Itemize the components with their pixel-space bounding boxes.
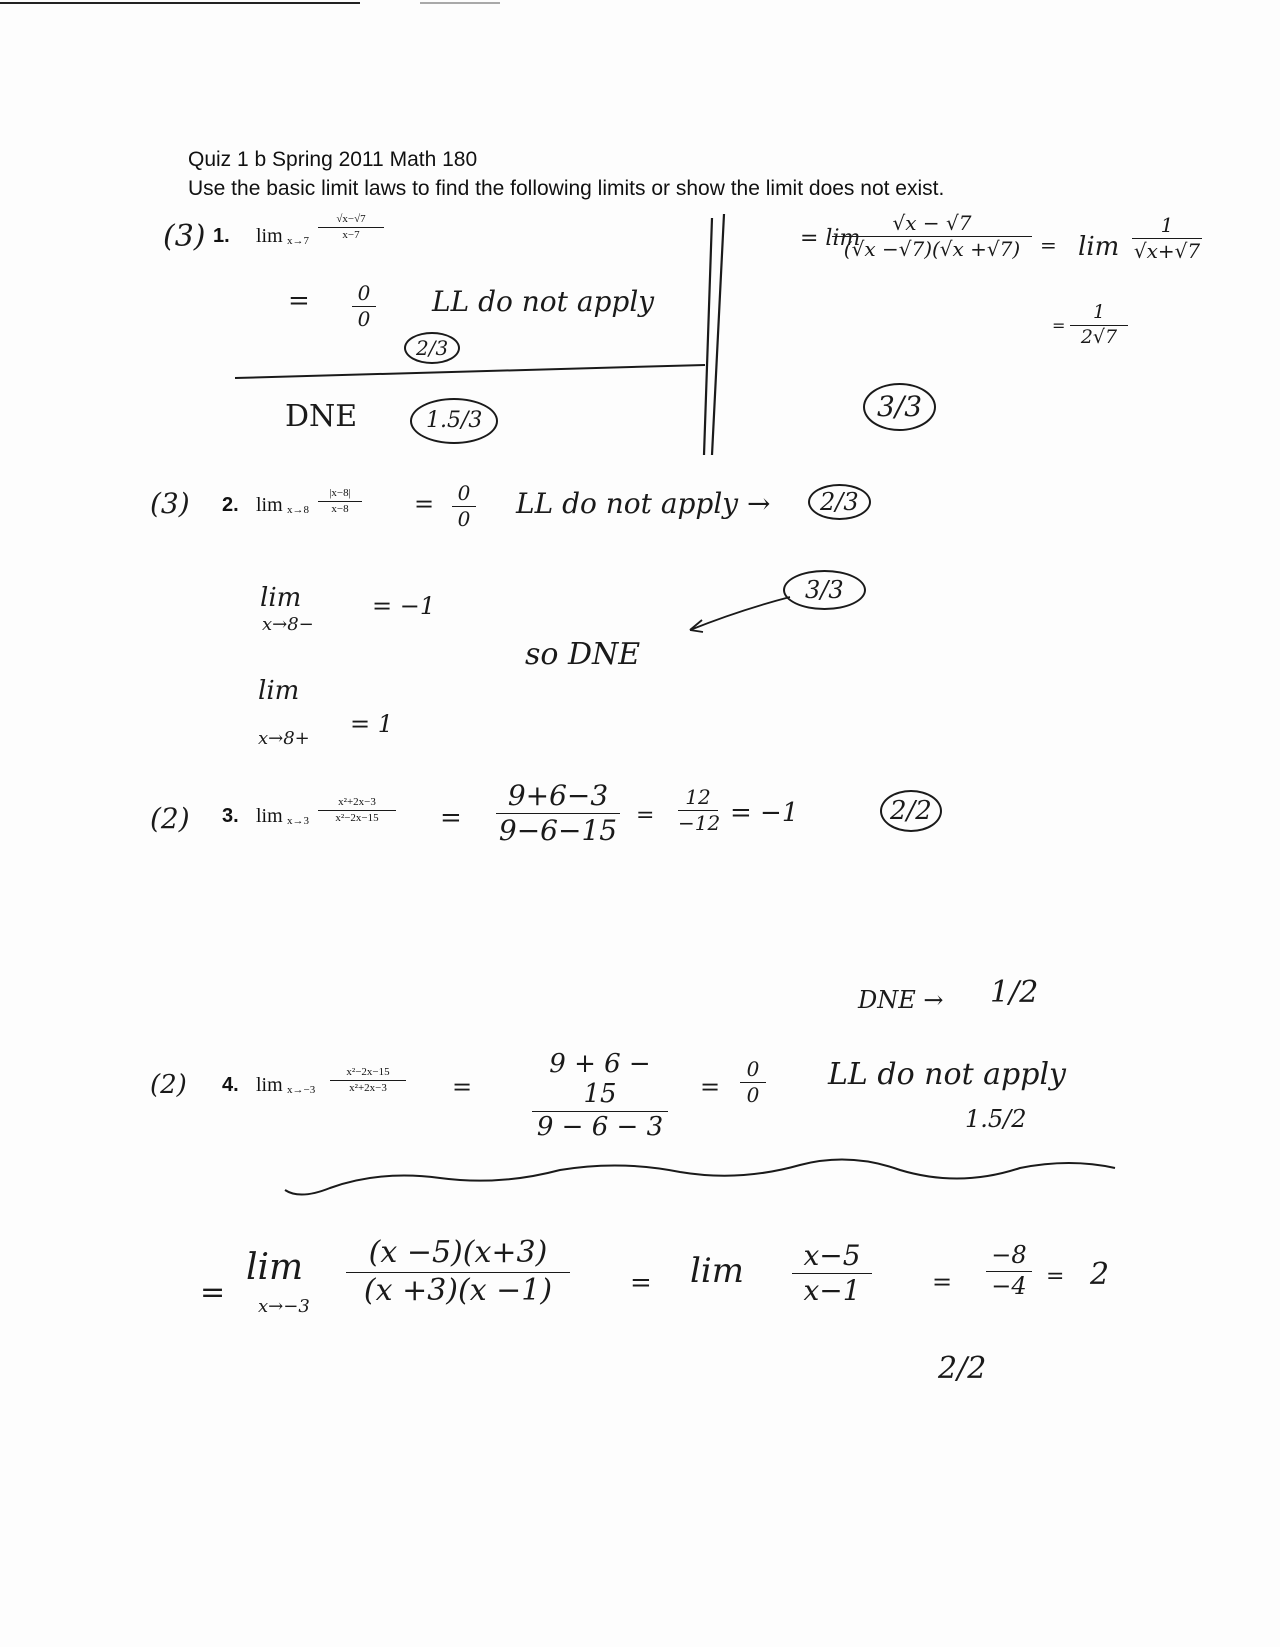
q2-zero-num: 0 — [457, 481, 471, 505]
q4-val-den: −4 — [991, 1271, 1027, 1300]
q2-score-circle-2: 3/3 — [783, 570, 866, 610]
q4-work-num: 9 + 6 − 15 — [549, 1049, 651, 1109]
q2-score-circle-1: 2/3 — [808, 484, 871, 520]
q4-val-num: −8 — [991, 1241, 1027, 1269]
q4-val-fraction — [986, 1242, 1032, 1300]
q2-so-dne: so DNE — [525, 637, 641, 672]
q1-dne: DNE — [285, 399, 358, 434]
q4-work-den: 9 − 6 − 3 — [536, 1111, 664, 1142]
q1-zero-over-zero — [352, 282, 376, 331]
q4-dne-note: DNE → — [858, 986, 944, 1014]
q1-lim-sub: x→7 — [287, 235, 309, 247]
q4-factor-fraction — [346, 1236, 570, 1308]
q4-lim-sub: x→−3 — [287, 1084, 316, 1096]
q1-work-lim2: lim — [1078, 232, 1120, 262]
quiz-title: Quiz 1 b Spring 2011 Math 180 — [188, 148, 478, 171]
q1-eq: = — [288, 286, 310, 316]
q1-fraction — [318, 213, 384, 241]
q3-work-num: 9+6−3 — [507, 779, 609, 812]
q2-frac-bar — [318, 501, 362, 502]
q4-work-eq2: = — [630, 1268, 652, 1298]
q3-result: = −1 — [730, 798, 799, 828]
q1-frac-bar — [318, 227, 384, 228]
q2-points: (3) — [150, 487, 190, 520]
q4-eq: = — [452, 1073, 473, 1101]
q4-ll-note: LL do not apply — [828, 1057, 1066, 1092]
q3-points: (2) — [150, 802, 190, 835]
q4-zero-den: 0 — [746, 1083, 760, 1107]
q1-points: (3) — [163, 219, 206, 254]
q4-final-score: 2/2 — [938, 1351, 987, 1386]
q1-score-circle-1: 2/3 — [404, 332, 460, 364]
q2-ll-note: LL do not apply → — [516, 487, 771, 520]
q1-frac-num: √x−√7 — [336, 213, 366, 225]
q1-number: 1. — [213, 225, 230, 247]
q4-dne-score: 1/2 — [990, 975, 1039, 1010]
q4-factor-den: (x +3)(x −1) — [363, 1272, 553, 1308]
q4-zero-over-zero — [740, 1058, 766, 1107]
q1-zero-den: 0 — [357, 307, 371, 331]
q2-left-val: = −1 — [372, 592, 436, 620]
q3-eq: = — [440, 803, 462, 833]
q4-wavy-divider — [285, 1160, 1115, 1195]
q1-ll-note: LL do not apply — [432, 285, 655, 318]
q1-work-fraction — [832, 212, 1032, 261]
q2-lim: lim — [256, 494, 283, 516]
q4-simp-num: x−5 — [803, 1239, 861, 1272]
q4-frac-den: x²+2x−3 — [349, 1081, 387, 1094]
q3-frac-12 — [678, 785, 721, 835]
q2-number: 2. — [222, 494, 239, 516]
q4-score-note: 1.5/2 — [965, 1105, 1027, 1133]
q4-points: (2) — [150, 1070, 187, 1100]
q2-frac-num: |x−8| — [329, 487, 351, 499]
q4-simp-den: x−1 — [803, 1274, 861, 1308]
q1-zero-num: 0 — [357, 281, 371, 305]
q2-lim-sub: x→8 — [287, 504, 309, 516]
q4-zero-num: 0 — [746, 1057, 760, 1081]
q1-work-eq2: = — [1040, 233, 1057, 257]
q4-frac-num: x²−2x−15 — [346, 1066, 390, 1078]
q2-left-lim: lim — [260, 583, 302, 613]
q1-work-fraction-2 — [1132, 214, 1202, 263]
q4-factor-num: (x −5)(x+3) — [368, 1235, 548, 1270]
q2-right-val: = 1 — [350, 710, 394, 738]
q3-frac-num: x²+2x−3 — [338, 796, 376, 808]
q3-f-num: 12 — [685, 785, 711, 809]
q1-work-fraction-3 — [1070, 302, 1128, 349]
q3-work-fraction — [496, 780, 620, 847]
q3-frac-den: x²−2x−15 — [335, 811, 379, 824]
q4-work-lim: lim — [246, 1247, 304, 1288]
q2-zero-over-zero — [452, 482, 476, 531]
q1-work-eq3: = — [1052, 316, 1066, 335]
q4-final: 2 — [1090, 1257, 1110, 1292]
q4-frac-bar — [330, 1080, 406, 1081]
q4-eq2: = — [700, 1073, 721, 1101]
q1-work-one2: 1 — [1092, 301, 1106, 323]
instructions: Use the basic limit laws to find the following limits or show the limit does not exist. — [188, 177, 945, 200]
q3-f-den: −12 — [678, 811, 721, 835]
q2-arrow — [690, 597, 790, 630]
q4-work-eq: = — [200, 1275, 226, 1310]
q3-work-den: 9−6−15 — [498, 814, 618, 848]
q4-lim: lim — [256, 1074, 283, 1096]
q3-number: 3. — [222, 805, 239, 827]
q1-divider — [235, 365, 705, 378]
q2-fraction — [318, 487, 362, 515]
q2-zero-den: 0 — [457, 507, 471, 531]
q4-work-eq4: = — [1046, 1264, 1065, 1289]
q1-work-den: (√x −√7)(√x +√7) — [843, 237, 1021, 261]
q3-fraction — [318, 796, 396, 824]
q4-work-eq3: = — [932, 1268, 953, 1296]
q4-work-lim2: lim — [690, 1251, 744, 1291]
q4-work-sub: x→−3 — [258, 1296, 310, 1317]
q2-left-sub: x→8− — [262, 614, 314, 635]
q1-work-den2: √x+√7 — [1133, 239, 1201, 263]
q2-right-lim: lim — [258, 676, 300, 706]
q1-frac-den: x−7 — [342, 228, 360, 241]
q4-number: 4. — [222, 1074, 239, 1096]
q3-lim-sub: x→3 — [287, 815, 309, 827]
q1-score-circle-2: 1.5/3 — [410, 398, 498, 444]
q1-work-den3: 2√7 — [1080, 325, 1118, 348]
q2-eq: = — [414, 490, 435, 518]
q3-frac-bar — [318, 810, 396, 811]
q1-score-circle-3: 3/3 — [863, 383, 936, 431]
q1-work-one: 1 — [1160, 213, 1174, 237]
q1-work-eq: = lim — [800, 226, 861, 251]
q3-eq2: = — [636, 803, 655, 828]
q4-simp-fraction — [792, 1240, 872, 1307]
q3-lim: lim — [256, 805, 283, 827]
q4-work-fraction — [532, 1050, 668, 1143]
q2-frac-den: x−8 — [331, 502, 349, 515]
q2-right-sub: x→8+ — [258, 728, 310, 749]
q3-score-circle: 2/2 — [880, 790, 942, 832]
q1-lim: lim — [256, 225, 283, 247]
q4-fraction — [330, 1066, 406, 1094]
q1-work-num: √x − √7 — [892, 211, 972, 235]
q1-vertical-divider — [704, 214, 724, 455]
